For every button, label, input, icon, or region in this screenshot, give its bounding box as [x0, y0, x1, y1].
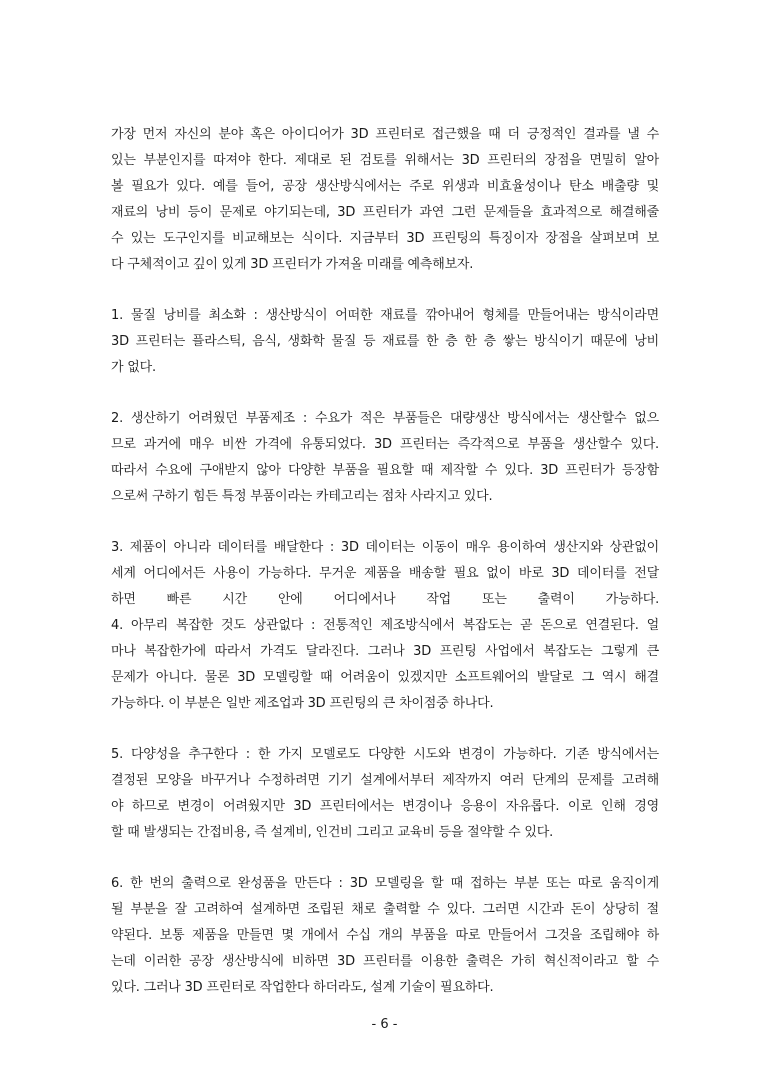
text-line: 문제가 아니다. 물론 3D 모델링할 때 어려움이 있겠지만 소프트웨어의 발달로 그 역시 해결 — [111, 670, 659, 685]
text-line: 3D 프린터는 플라스틱, 음식, 생화학 물질 등 재료를 한 층 한 층 쌓는 방식이기 때문에 낭비 — [111, 334, 659, 349]
page-number: - 6 - — [371, 1017, 398, 1032]
text-line: 므로 과거에 매우 비싼 가격에 유통되었다. 3D 프린터는 즉각적으로 부품을 생산할수 있다. — [111, 437, 659, 452]
text-line: 세계 어디에서든 사용이 가능하다. 무거운 제품을 배송할 필요 없이 바로 3D 데이터를 전달 — [111, 566, 659, 581]
paragraph-gap — [111, 381, 659, 406]
text-line: 있다. 그러나 3D 프린터로 작업한다 하더라도, 설계 기술이 필요하다. — [111, 980, 494, 995]
paragraph-item-6 — [111, 871, 659, 1001]
paragraph-gap — [111, 717, 659, 742]
text-line: 가능하다. 이 부분은 일반 제조업과 3D 프린팅의 큰 차이점중 하나다. — [111, 696, 494, 711]
text-line: 야 하므로 변경이 어려웠지만 3D 프린터에서는 변경이나 응용이 자유롭다. 이로 인해 경영 — [111, 799, 659, 814]
text-line: 하면 빠른 시간 안에 어디에서나 작업 또는 출력이 가능하다. — [111, 592, 659, 607]
paragraph-gap — [111, 846, 659, 871]
text-line: 수 있는 도구인지를 비교해보는 식이다. 지금부터 3D 프린팅의 특징이자 장점을 살펴보며 보 — [111, 231, 659, 246]
text-line: 재료의 낭비 등이 문제로 야기되는데, 3D 프린터가 과연 그런 문제들을 효과적으로 해결해줄 — [111, 205, 659, 220]
paragraph-item-1 — [111, 303, 659, 381]
text-line: 약된다. 보통 제품을 만들면 몇 개에서 수십 개의 부품을 따로 만들어서 그것을 조립해야 하 — [111, 928, 659, 943]
text-line: 볼 필요가 있다. 예를 들어, 공장 생산방식에서는 주로 위생과 비효율성이나 탄소 배출량 및 — [111, 179, 659, 194]
text-line: 가장 먼저 자신의 분야 혹은 아이디어가 3D 프린터로 접근했을 때 더 긍정적인 결과를 낼 수 — [111, 127, 659, 142]
text-line: 가 없다. — [111, 360, 156, 375]
text-line: 6. 한 번의 출력으로 완성품을 만든다 : 3D 모델링을 할 때 접하는 부분 또는 따로 움직이게 — [111, 876, 659, 891]
paragraph-item-5 — [111, 742, 659, 846]
text-line: 3. 제품이 아니라 데이터를 배달한다 : 3D 데이터는 이동이 매우 용이하여 생산지와 상관없이 — [111, 540, 659, 555]
paragraph-gap — [111, 510, 659, 535]
paragraph-item-3-4 — [111, 535, 659, 717]
text-line: 따라서 수요에 구애받지 않아 다양한 부품을 필요할 때 제작할 수 있다. 3D 프린터가 등장함 — [111, 463, 659, 478]
text-line: 마나 복잡한가에 따라서 가격도 달라진다. 그러나 3D 프린팅 사업에서 복잡도는 그렇게 큰 — [111, 644, 659, 659]
text-line: 5. 다양성을 추구한다 : 한 가지 모델로도 다양한 시도와 변경이 가능하다. 기존 방식에서는 — [111, 747, 659, 762]
text-line: 있는 부분인지를 따져야 한다. 제대로 된 검토를 위해서는 3D 프린터의 장점을 면밀히 알아 — [111, 153, 659, 168]
text-line: 결정된 모양을 바꾸거나 수정하려면 기기 설계에서부터 제작까지 여러 단계의 문제를 고려해 — [111, 773, 659, 788]
text-line: 2. 생산하기 어려웠던 부품제조 : 수요가 적은 부품들은 대량생산 방식에서는 생산할수 없으 — [111, 411, 659, 426]
text-line: 할 때 발생되는 간접비용, 즉 설계비, 인건비 그리고 교육비 등을 절약할 수 있다. — [111, 825, 554, 840]
text-line: 1. 물질 낭비를 최소화 : 생산방식이 어떠한 재료를 깎아내어 형체를 만들어내는 방식이라면 — [111, 308, 659, 323]
paragraph-intro — [111, 122, 659, 278]
text-line: 으로써 구하기 힘든 특정 부품이라는 카테고리는 점차 사라지고 있다. — [111, 489, 493, 504]
text-line: 4. 아무리 복잡한 것도 상관없다 : 전통적인 제조방식에서 복잡도는 곧 돈으로 연결된다. 얼 — [111, 618, 659, 633]
text-line: 다 구체적이고 깊이 있게 3D 프린터가 가져올 미래를 예측해보자. — [111, 257, 474, 272]
body-text — [111, 122, 659, 1001]
paragraph-gap — [111, 278, 659, 303]
text-line: 는데 이러한 공장 생산방식에 비하면 3D 프린터를 이용한 출력은 가히 혁신적이라고 할 수 — [111, 954, 659, 969]
paragraph-item-2 — [111, 406, 659, 510]
text-line: 될 부분을 잘 고려하여 설계하면 조립된 채로 출력할 수 있다. 그러면 시간과 돈이 상당히 절 — [111, 902, 659, 917]
